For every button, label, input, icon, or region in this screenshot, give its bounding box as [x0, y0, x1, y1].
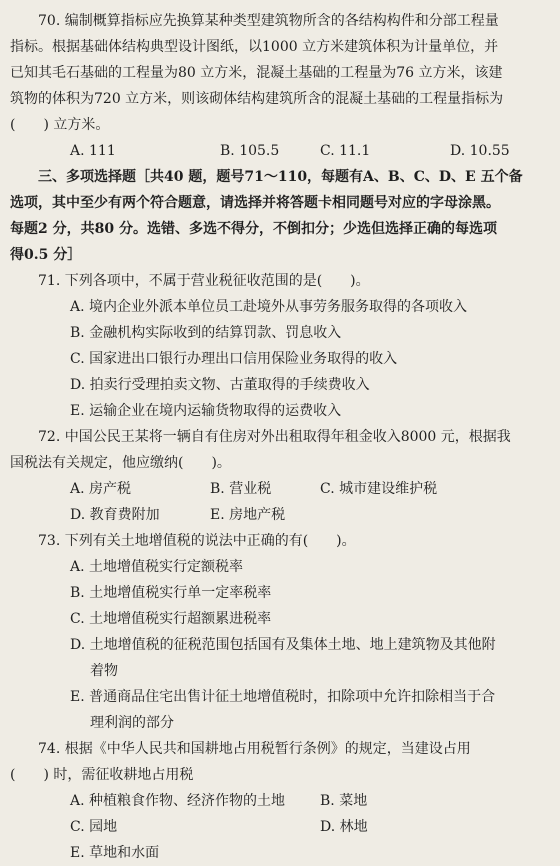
q73-option-c: C. 土地增值税实行超额累进税率	[70, 611, 272, 627]
q72-line-2: 国税法有关规定，他应缴纳( )。	[10, 455, 231, 471]
q70-line-1: 70. 编制概算指标应先换算某种类型建筑物所含的各结构构件和分部工程量	[38, 13, 499, 29]
q70-line-3: 已知其毛石基础的工程量为80 立方米，混凝土基础的工程量为76 立方米，该建	[10, 65, 503, 81]
question-74	[10, 736, 550, 866]
q74-line-2: ( ) 时，需征收耕地占用税	[10, 767, 194, 783]
q71-option-c: C. 国家进出口银行办理出口信用保险业务取得的收入	[70, 351, 398, 367]
question-71	[10, 268, 550, 424]
q71-option-b: B. 金融机构实际收到的结算罚款、罚息收入	[70, 325, 342, 341]
q74-options-row-2	[10, 814, 550, 840]
q73-option-e-line-1: E. 普通商品住宅出售计征土地增值税时，扣除项中允许扣除相当于合	[70, 689, 496, 705]
q72-option-c: C. 城市建设维护税	[320, 481, 438, 497]
q74-option-c: C. 园地	[70, 819, 118, 835]
q70-option-b: B. 105.5	[220, 143, 280, 159]
q71-option-a: A. 境内企业外派本单位员工赴境外从事劳务服务取得的各项收入	[70, 299, 468, 315]
question-73	[10, 528, 550, 736]
q71-option-e: E. 运输企业在境内运输货物取得的运费收入	[70, 403, 342, 419]
q74-option-d: D. 林地	[320, 819, 368, 835]
question-70	[10, 8, 550, 164]
q73-stem: 73. 下列有关土地增值税的说法中正确的有( )。	[38, 533, 356, 549]
q71-option-d: D. 拍卖行受理拍卖文物、古董取得的手续费收入	[70, 377, 370, 393]
question-72	[10, 424, 550, 528]
q72-option-d: D. 教育费附加	[70, 507, 160, 523]
q74-option-b: B. 菜地	[320, 793, 368, 809]
section-3-line-3: 每题2 分，共80 分。选错、多选不得分，不倒扣分；少选但选择正确的每选项	[10, 221, 497, 237]
q70-option-a: A. 111	[70, 143, 116, 159]
q70-line-4: 筑物的体积为720 立方米，则该砌体结构建筑所含的混凝土基础的工程量指标为	[10, 91, 504, 107]
q70-line-5: ( ) 立方米。	[10, 117, 110, 133]
q74-options-row-1	[10, 788, 550, 814]
section-3-header	[10, 164, 550, 268]
q73-option-b: B. 土地增值税实行单一定率税率	[70, 585, 272, 601]
q71-stem: 71. 下列各项中，不属于营业税征收范围的是( )。	[38, 273, 370, 289]
q73-option-d-line-2: 着物	[90, 663, 118, 679]
section-3-line-1: 三、多项选择题［共40 题，题号71～110，每题有A、B、C、D、E 五个备	[38, 169, 523, 185]
q74-option-a: A. 种植粮食作物、经济作物的土地	[70, 793, 286, 809]
q72-options-row-2	[10, 502, 550, 528]
q74-option-e: E. 草地和水面	[70, 845, 160, 861]
q72-option-a: A. 房产税	[70, 481, 132, 497]
q70-options	[10, 138, 550, 164]
q70-line-2: 指标。根据基础体结构典型设计图纸，以1000 立方米建筑体积为计量单位，并	[10, 39, 499, 55]
q72-option-e: E. 房地产税	[210, 507, 286, 523]
q72-option-b: B. 营业税	[210, 481, 272, 497]
q73-option-d-line-1: D. 土地增值税的征税范围包括国有及集体土地、地上建筑物及其他附	[70, 637, 496, 653]
q73-option-e-line-2: 理利润的部分	[90, 715, 174, 731]
q74-line-1: 74. 根据《中华人民共和国耕地占用税暂行条例》的规定，当建设占用	[38, 741, 471, 757]
section-3-line-2: 选项，其中至少有两个符合题意，请选择并将答题卡相同题号对应的字母涂黑。	[10, 195, 500, 211]
q72-options-row-1	[10, 476, 550, 502]
section-3-line-4: 得0.5 分］	[10, 247, 82, 263]
q70-option-d: D. 10.55	[450, 143, 510, 159]
q74-options-row-3	[10, 840, 550, 866]
q70-option-c: C. 11.1	[320, 143, 371, 159]
q72-line-1: 72. 中国公民王某将一辆自有住房对外出租取得年租金收入8000 元，根据我	[38, 429, 511, 445]
q73-option-a: A. 土地增值税实行定额税率	[70, 559, 244, 575]
